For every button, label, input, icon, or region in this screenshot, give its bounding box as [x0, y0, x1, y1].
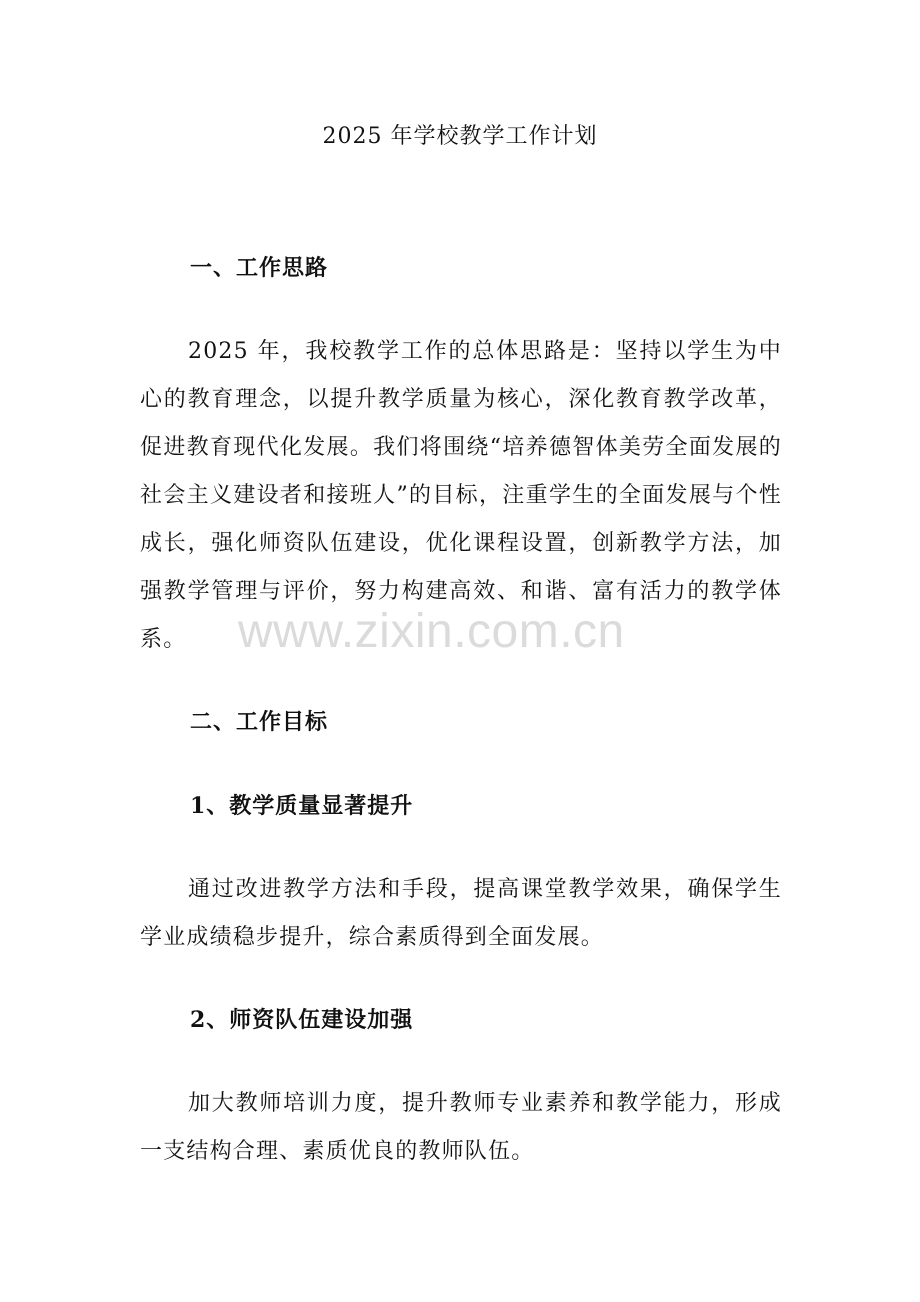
paragraph-teaching-quality: 通过改进教学方法和手段，提高课堂教学效果，确保学生学业成绩稳步提升，综合素质得到全面发展。	[140, 877, 782, 950]
watermark-text: www.zixin.com.cn	[238, 605, 625, 658]
section-heading-work-goals: 二、工作目标	[190, 709, 329, 735]
subheading-teaching-quality: 1、教学质量显著提升	[190, 793, 414, 819]
document-title: 2025 年学校教学工作计划	[322, 124, 598, 149]
paragraph-work-approach: 2025 年，我校教学工作的总体思路是：坚持以学生为中心的教育理念，以提升教学质量为核心，深化教育教学改革，促进教育现代化发展。我们将围绕“培养德智体美劳全面发展的社会主义建设者和接班人”的目标，注重学生的全面发展与个性成长，强化师资队伍建设，优化课程设置，创新教学方法，加强教学管理与评价，努力构建高效、和谐、富有活力的教学体系。	[140, 339, 782, 652]
subheading-teacher-team: 2、师资队伍建设加强	[190, 1007, 414, 1033]
paragraph-teacher-team: 加大教师培训力度，提升教师专业素养和教学能力，形成一支结构合理、素质优良的教师队伍。	[140, 1091, 782, 1164]
section-heading-work-approach: 一、工作思路	[190, 255, 329, 281]
